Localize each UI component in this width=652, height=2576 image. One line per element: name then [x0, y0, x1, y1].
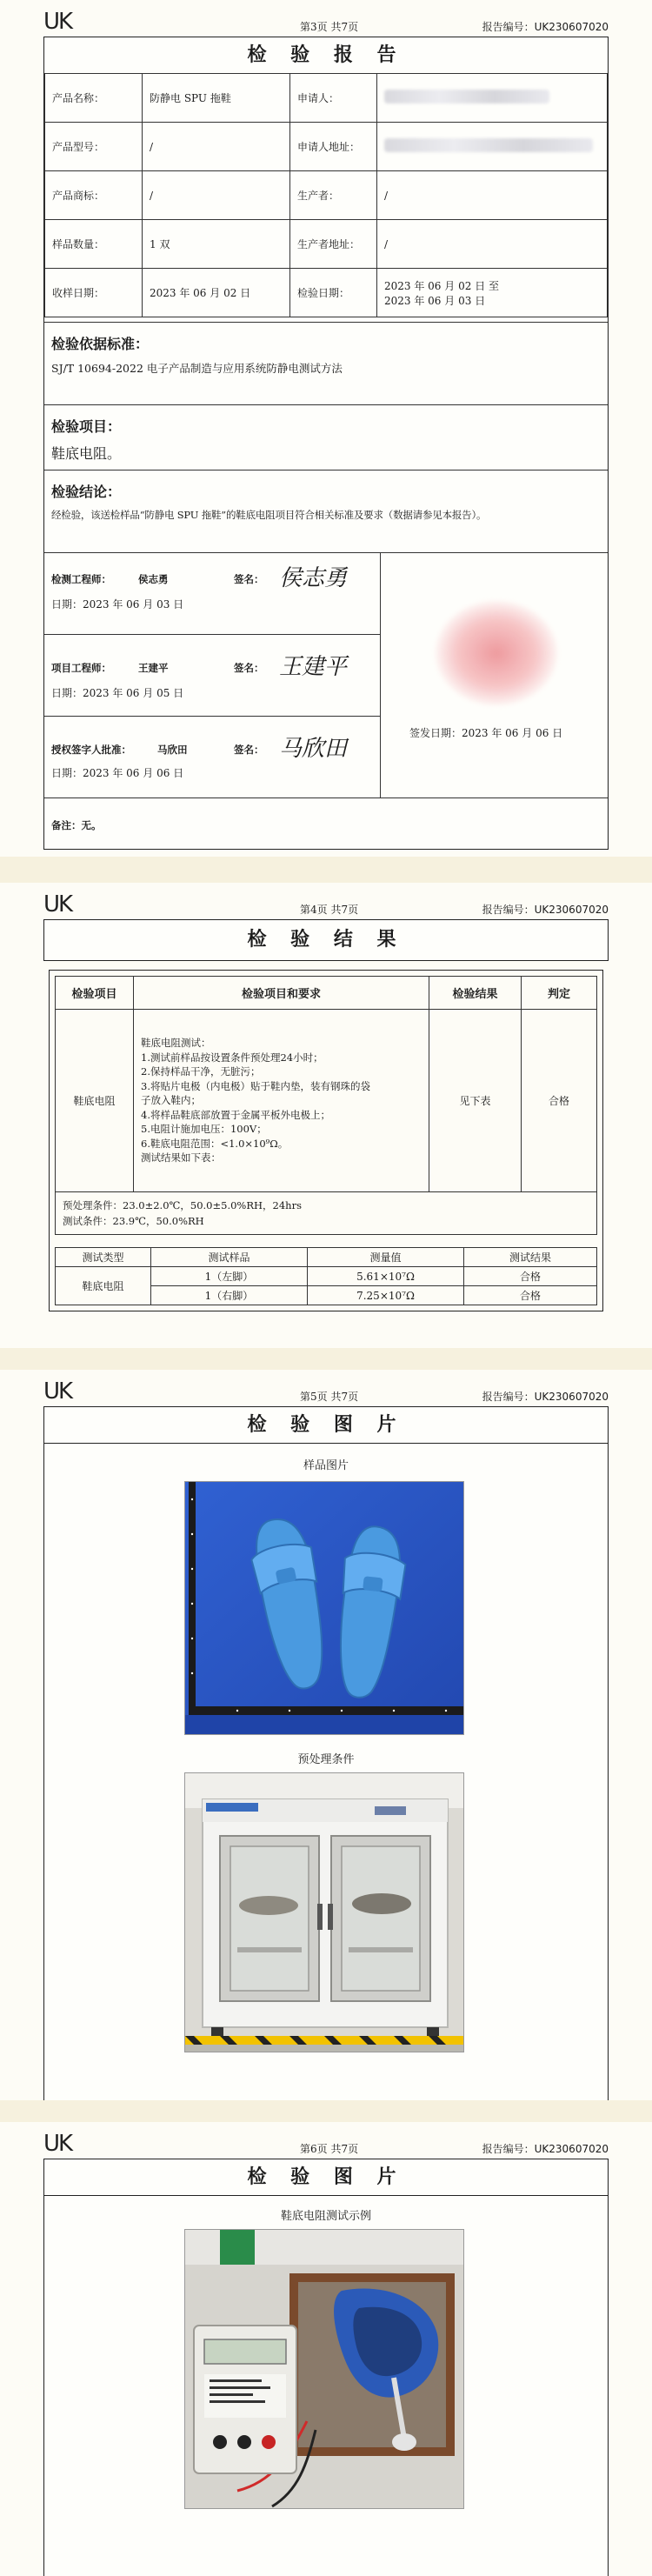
th-verdict: 判定 — [522, 977, 597, 1010]
result-frame — [43, 919, 609, 961]
items-label: 检验项目： — [51, 418, 122, 435]
photos-frame — [43, 1406, 609, 2100]
table-row-value: 5.61×10⁷Ω — [308, 1267, 464, 1286]
test-example-photo — [184, 2229, 464, 2509]
value-applicant-redacted — [377, 74, 608, 123]
table-row-result: 合格 — [464, 1286, 597, 1305]
basis-label: 检验依据标准： — [51, 336, 150, 352]
signer-project-engineer: 项目工程师： 王建平 签名： 王建平 日期：2023 年 06 月 05 日 — [44, 635, 380, 717]
product-info-table — [44, 73, 608, 317]
value-manufacturer-address: / — [377, 220, 608, 269]
page-header — [43, 1377, 609, 1403]
label-sample-qty: 样品数量： — [45, 220, 143, 269]
slippers-illustration — [185, 1482, 464, 1735]
page-number: 第5页 共7页 — [300, 1391, 359, 1403]
resistance-test-illustration — [185, 2230, 464, 2509]
cell-verdict: 合格 — [522, 1010, 597, 1192]
page-header — [43, 890, 609, 916]
table-row-result: 合格 — [464, 1267, 597, 1286]
report-page-3 — [0, 1370, 652, 2100]
th-test-sample: 测试样品 — [151, 1248, 308, 1267]
signature-tester: 侯志勇 — [279, 565, 348, 591]
precondition-photo — [184, 1772, 464, 2052]
report-number: 报告编号：UK230607020 — [482, 2143, 609, 2155]
cell-test-type: 鞋底电阻 — [56, 1267, 151, 1305]
label-product-name: 产品名称： — [45, 74, 143, 123]
value-product-name: 防静电 SPU 拖鞋 — [143, 74, 290, 123]
caption-sample-photo: 样品图片 — [303, 1459, 349, 1472]
page-title: 检 验 图 片 — [44, 2159, 608, 2196]
report-number: 报告编号：UK230607020 — [482, 904, 609, 916]
result-table — [55, 976, 597, 1192]
cell-requirements: 鞋底电阻测试： 1.测试前样品按设置条件预处理24小时； 2.保持样品干净，无脏污； 3.将贴片电极（内电极）贴于鞋内垫，装有钢珠的袋 子放入鞋内； 4.将样品鞋底部放置于金属平板外电极上； 5.电阻计施加电压：100V； 6.鞋底电阻范围：<1.0×10⁹Ω。 测试结果如下表： — [134, 1010, 429, 1192]
th-test-result: 测试结果 — [464, 1248, 597, 1267]
label-trademark: 产品商标： — [45, 171, 143, 220]
value-sample-qty: 1 双 — [143, 220, 290, 269]
label-applicant: 申请人： — [290, 74, 377, 123]
report-number: 报告编号：UK230607020 — [482, 1391, 609, 1403]
caption-test-example: 鞋底电阻测试示例 — [280, 2210, 371, 2223]
page-title: 检 验 图 片 — [44, 1407, 608, 1444]
company-logo: UK — [43, 891, 72, 918]
result-table-wrap — [49, 970, 603, 1311]
remark-section: 备注：无。 — [44, 797, 608, 851]
value-model: / — [143, 123, 290, 171]
label-manufacturer: 生产者： — [290, 171, 377, 220]
page-header — [43, 2129, 609, 2155]
cell-result: 见下表 — [429, 1010, 522, 1192]
signer-tester: 检测工程师： 侯志勇 签名： 侯志勇 日期：2023 年 06 月 03 日 — [44, 553, 380, 635]
conclusion-label: 检验结论： — [51, 484, 122, 500]
label-manufacturer-address: 生产者地址： — [290, 220, 377, 269]
page-number: 第6页 共7页 — [300, 2143, 359, 2155]
th-result: 检验结果 — [429, 977, 522, 1010]
items-section — [44, 404, 608, 470]
table-row-value: 7.25×10⁷Ω — [308, 1286, 464, 1305]
page-title: 检 验 结 果 — [247, 928, 405, 951]
table-row-sample: 1（右脚） — [151, 1286, 308, 1305]
signers-block — [44, 552, 608, 797]
report-number: 报告编号：UK230607020 — [482, 21, 609, 33]
th-measured: 测量值 — [308, 1248, 464, 1267]
value-address-redacted — [377, 123, 608, 171]
report-page-4 — [0, 2122, 652, 2576]
signature-authorizer: 马欣田 — [279, 736, 348, 762]
caption-precondition: 预处理条件 — [297, 1753, 355, 1766]
conditions: 预处理条件：23.0±2.0℃，50.0±5.0%RH，24hrs 测试条件：23.9℃，50.0%RH — [55, 1192, 597, 1235]
signature-project-engineer: 王建平 — [279, 654, 348, 680]
page-title: 检 验 报 告 — [44, 37, 608, 74]
report-page-1 — [0, 0, 652, 857]
label-receive-date: 收样日期： — [45, 269, 143, 317]
value-test-date: 2023 年 06 月 02 日 至 2023 年 06 月 03 日 — [377, 269, 608, 317]
table-row-sample: 1（左脚） — [151, 1267, 308, 1286]
company-logo: UK — [43, 1378, 72, 1405]
label-model: 产品型号： — [45, 123, 143, 171]
report-frame — [43, 37, 609, 850]
th-requirement: 检验项目和要求 — [134, 977, 429, 1010]
conclusion-section — [44, 470, 608, 552]
label-applicant-address: 申请人地址： — [290, 123, 377, 171]
report-page-2 — [0, 883, 652, 1348]
issue-date: 签发日期：2023 年 06 月 06 日 — [409, 727, 563, 739]
page-number: 第4页 共7页 — [300, 904, 359, 916]
label-test-date: 检验日期： — [290, 269, 377, 317]
th-item: 检验项目 — [56, 977, 134, 1010]
sample-photo — [184, 1481, 464, 1735]
value-manufacturer: / — [377, 171, 608, 220]
signers-divider — [380, 553, 381, 797]
value-trademark: / — [143, 171, 290, 220]
cabinet-illustration — [185, 1773, 464, 2052]
company-logo: UK — [43, 9, 72, 35]
items-text: 鞋底电阻。 — [51, 445, 122, 462]
signer-authorizer: 授权签字人批准： 马欣田 签名： 马欣田 日期：2023 年 06 月 06 日 — [44, 717, 380, 798]
measurement-table — [55, 1247, 597, 1305]
cell-item: 鞋底电阻 — [56, 1010, 134, 1192]
conclusion-text: 经检验，该送检样品“防静电 SPU 拖鞋”的鞋底电阻项目符合相关标准及要求（数据请参见本报告）。 — [51, 509, 487, 521]
company-logo: UK — [43, 2131, 72, 2157]
photos-frame — [43, 2159, 609, 2576]
th-test-type: 测试类型 — [56, 1248, 151, 1267]
official-stamp — [436, 601, 557, 705]
basis-section — [44, 322, 608, 404]
basis-text: SJ/T 10694-2022 电子产品制造与应用系统防静电测试方法 — [51, 362, 343, 375]
page-header — [43, 7, 609, 33]
page-number: 第3页 共7页 — [300, 21, 359, 33]
value-receive-date: 2023 年 06 月 02 日 — [143, 269, 290, 317]
